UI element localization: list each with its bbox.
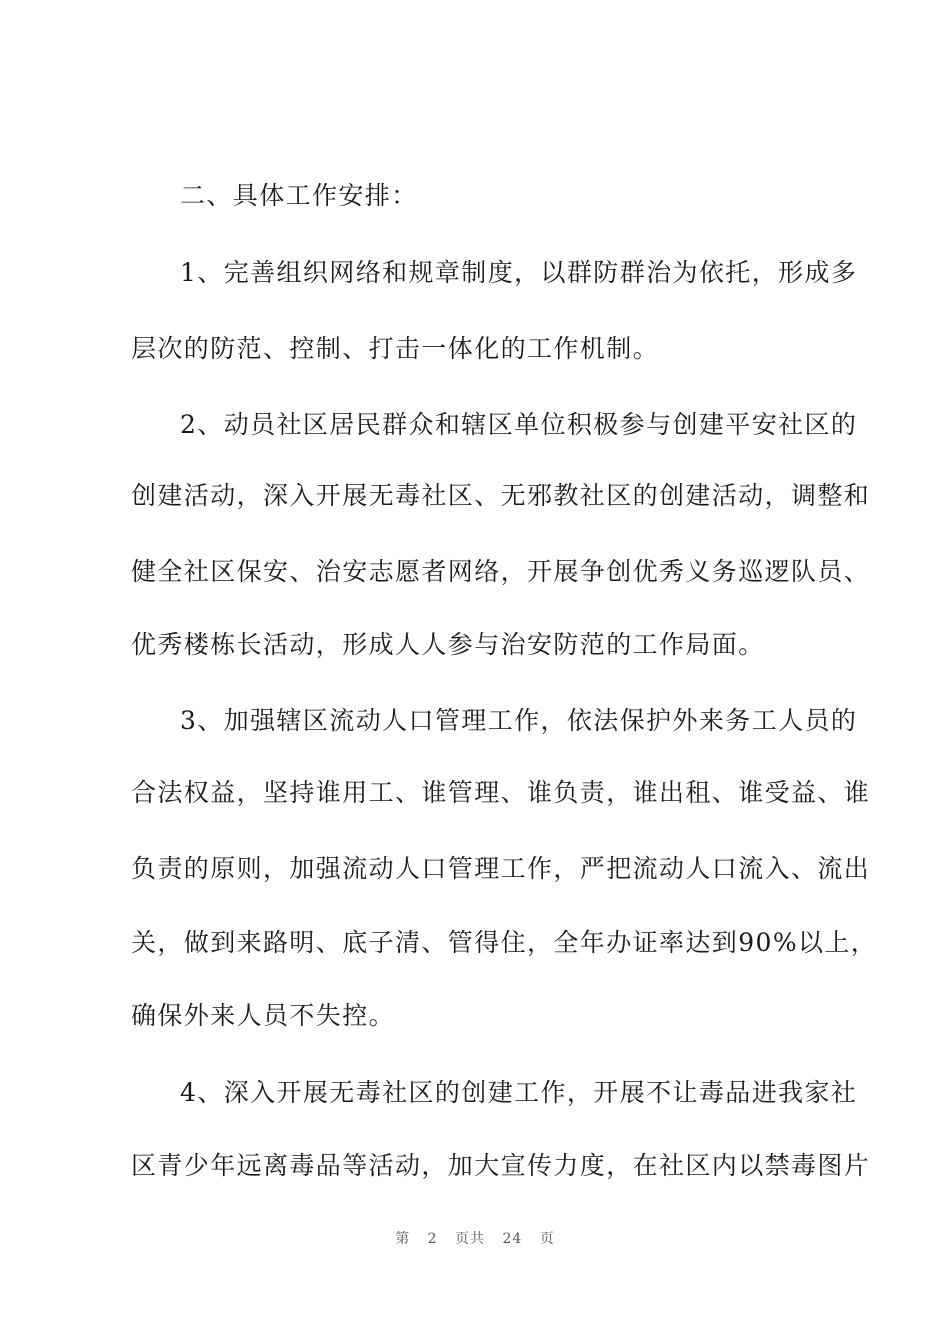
paragraph-line: 层次的防范、控制、打击一体化的工作机制。 [131,334,660,363]
paragraph-line: 创建活动，深入开展无毒社区、无邪教社区的创建活动，调整和 [131,481,871,510]
paragraph-line: 3、加强辖区流动人口管理工作，依法保护外来务工人员的 [180,706,858,735]
paragraph-line: 确保外来人员不失控。 [131,1001,396,1030]
paragraph-line: 2、动员社区居民群众和辖区单位积极参与创建平安社区的 [180,410,858,439]
paragraph-line: 负责的原则，加强流动人口管理工作，严把流动人口流入、流出 [131,854,871,883]
paragraph-line: 合法权益，坚持谁用工、谁管理、谁负责，谁出租、谁受益、谁 [131,778,871,807]
section-heading: 二、具体工作安排： [180,181,418,210]
paragraph-line: 关，做到来路明、底子清、管得住，全年办证率达到90%以上， [131,928,878,957]
paragraph-line: 1、完善组织网络和规章制度，以群防群治为依托，形成多 [180,258,858,287]
paragraph-line: 优秀楼栋长活动，形成人人参与治安防范的工作局面。 [131,630,765,659]
paragraph-line: 4、深入开展无毒社区的创建工作，开展不让毒品进我家社 [180,1078,858,1107]
paragraph-line: 健全社区保安、治安志愿者网络，开展争创优秀义务巡逻队员、 [131,557,871,586]
page-number-footer: 第 2 页共 24 页 [395,1231,555,1247]
paragraph-line: 区青少年远离毒品等活动，加大宣传力度，在社区内以禁毒图片 [131,1151,871,1180]
